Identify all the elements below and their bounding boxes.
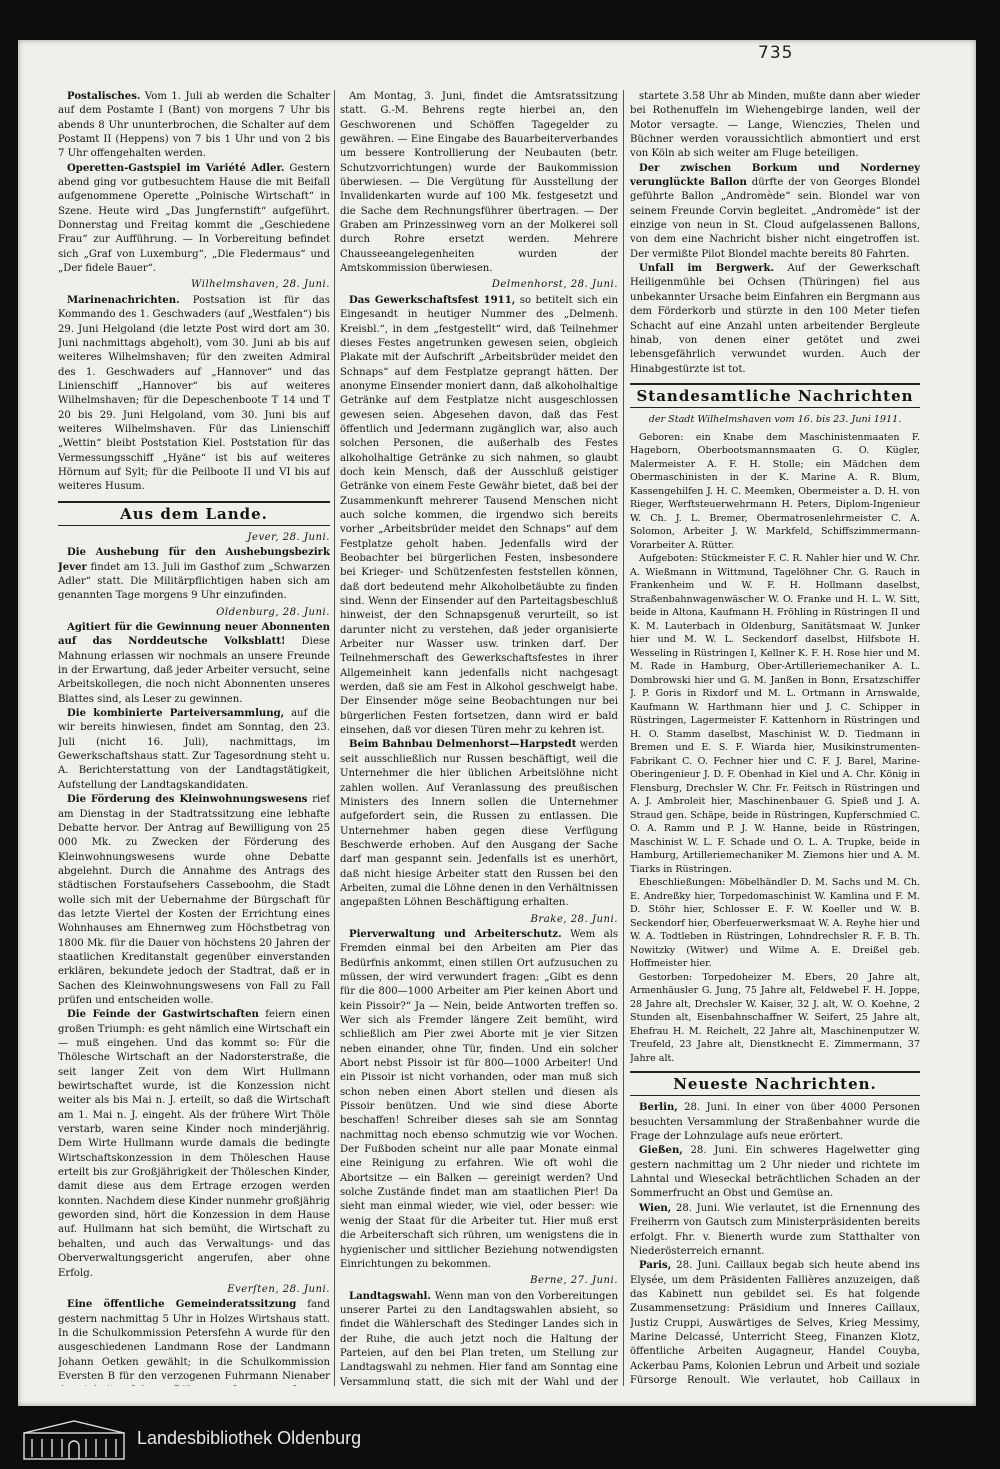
article-rundflug-cont: startete 3.58 Uhr ab Minden, mußte dann aber wieder bei Rothenuffeln im Wiehengebirge landen, weil der Motor versagte. — Lange, Wienczies, Thelen und Büchner werden voraussichtlich abmontiert und erst von Köln ab sich weiter am Fluge beteiligen. xyxy=(630,91,920,160)
news-paris: Paris, 28. Juni. Caillaux begab sich heute abend ins Elysée, um dem Präsidenten Fallières anzuzeigen, daß das Kabinett nun gebildet sei. Es hat folgende Zusammensetzung: Präsidium und Inneres Caillaux, Justiz Cruppi, Auswärtiges de Selves, Krieg Messimy, Marine Delcassé, Unterricht Steeg, Finanzen Klotz, öffentliche Arbeiten Augagneur, Handel Couyba, Ackerbau Pams, Kolonien Lebrun und Arbeit und soziale Fürsorge Renoult. Wie verlautet, hob Caillaux in xyxy=(630,1260,920,1386)
column-1 xyxy=(58,90,330,1386)
footer-bar xyxy=(0,1406,1000,1469)
article-union-festival: Das Gewerkschaftsfest 1911, so betitelt sich ein Eingesandt in heutiger Nummer des „Delmenh. Kreisbl.“, in dem „festgestellt“ wird, daß Teilnehmer dieses Festes angetrunken gewesen seien, obgleich Plakate mit der Aufschrift „Arbeitsbrüder meidet den Schnaps“ auf dem Festplatze geprangt hätten. Der anonyme Einsender moniert dann, daß alkoholhaltige Getränke auf dem Festplatze nicht ausgeschlossen gewesen seien. Abgesehen davon, daß das Fest öffentlich und Jedermann zugänglich war, also auch solchen Personen, die außerhalb des Festes alkoholhaltige Getränke zu sich nahmen, so glaubt doch kein Mensch, daß der Ausschluß geistiger Getränke von einem Feste Gewähr bietet, daß bei der Zusammenkunft mehrerer Tausend Menschen nicht auch solche kommen, die irgendwo sich bereits vorher „Arbeitsbrüder meidet den Schnaps“ auf dem Festplatze geholt haben. Jedenfalls wird der Beobachter bei bürgerlichen Festen, insbesondere bei Krieger- und Schützenfesten feststellen können, daß dort bedeutend mehr Alkoholbetäubte zu finden sind. Wenn der Einsender auf den Parteitagsbeschluß hinweist, der den Schnapsgenuß verurteilt, so ist darunter nicht zu verstehen, daß jeder organisierte Arbeiter nur Wasser usw. trinken darf. Der Teilnehmerschaft des Gewerkschaftsfestes in ihrer Allgemeinheit kann jedenfalls nicht nachgesagt werden, daß sie am Fest in Alkohol geschwelgt habe. Der Einsender möge seine Beobachtungen nur bei bürgerlichen Festen fortsetzen, dann wird er bald einsehen, daß vor diesen Türen mehr zu kehren ist. xyxy=(340,294,618,737)
article-council: Eine öffentliche Gemeinderatssitzung fand gestern nachmittag 5 Uhr in Holzes Wirtshaus statt. In die Schulkommission Petersfehn A wurde für den ausgeschiedenen Landmann Rose der Landmann Johann Oetken gewählt; in die Schulkommission Eversten B für den verzogenen Fuhrmann Nienaber xyxy=(58,1299,330,1382)
dateline: Everſten, 28. Juni. xyxy=(227,1283,330,1295)
marriages-list: Eheschließungen: Möbelhändler D. M. Sachs und M. Ch. E. Andreßky hier, Torpedomaschinist W. Kamlina und F. M. D. Stöhr hier, Schlosser E. F. W. Koeller und W. B. Seckendorf hier, Oberfeuerwerksmaat W. A. Reyhe hier und W. A. Todtleben in Rüstringen, Lohndrechsler R. F. B. Th. Nowitzky (Witwer) und Wilme A. E. Dreißel geb. Hoffmeister hier. xyxy=(630,877,920,970)
dateline: Oldenburg, 28. Juni. xyxy=(216,606,330,618)
article-subscribers: Agitiert für die Gewinnung neuer Abonnenten auf das Norddeutsche Volksblatt! Diese Mahnung erlassen wir nochmals an unsere Freunde in der Erwartung, daß jeder Arbeiter versucht, seine Arbeitskollegen, die noch nicht Abonnenten unseres Blattes sind, als Leser zu gewinnen. xyxy=(58,622,330,705)
article-railway: Beim Bahnbau Delmenhorst—Harpstedt werden seit ausschließlich nur Russen beschäftigt, weil die Unternehmer die hier üblichen Arbeitslöhne nicht zahlen wollen. Auf Veranlassung des preußischen Ministers des Innern sollen die Unternehmer aufgefordert sein, die Russen zu entlassen. Die Unternehmer haben gegen diese Verfügung Beschwerde erhoben. Auf den Ausgang der Sache darf man gespannt sein. Jedenfalls ist es unerhört, daß nicht hiesige Arbeiter statt den Russen bei den Arbeiten, zumal die Löhne denen in den Verhältnissen angepaßten Löhnen Beschäftigung erhalten. xyxy=(340,739,618,909)
library-name: Landesbibliothek Oldenburg xyxy=(137,1428,362,1448)
news-giessen: Gießen, 28. Juni. Ein schweres Hagelwetter ging gestern nachmittag um 2 Uhr nieder und richtete im Lahntal und Wieseckal beträchtlichen Schaden an der Sommerfrucht an Obst und Gemüse an. xyxy=(630,1145,920,1200)
article-operetta: Operetten-Gastspiel im Variété Adler. Gestern abend ging vor gutbesuchtem Hause die mit Beifall aufgenommene Operette „Polnische Wirtschaft“ in Szene. Heute wird „Das Jungfernstift“ aufgeführt. Donnerstag und Freitag kommt die „Geschiedene Frau“ zur Aufführung. — In Vorbereitung befindet sich „Graf von Luxemburg“, „Die Fledermaus“ und „Der fidele Bauer“. xyxy=(58,162,330,275)
column-3 xyxy=(630,90,920,1386)
births-list: Geboren: ein Knabe dem Maschinistenmaaten F. Hageborn, Oberbootsmannsmaaten G. O. Kügler, Malermeister A. F. H. Stolle; ein Mädchen dem Obermaschinisten in der K. Marine A. R. Blum, Kassengehilfen J. H. C. Meemken, Obermeister a. D. H. von Rieger, Werftsteuerwehrmann H. Peters, Diplom-Ingenieur W. Ch. J. L. Bremer, Obermatrosenlehrmeister C. A. Solomon, Arbeiter J. W. Markfeld, Schiffszimmermann-Vorarbeiter A. Rütter. xyxy=(630,431,920,551)
article-amtsrat: Am Montag, 3. Juni, findet die Amtsratssitzung statt. G.-M. Behrens regte hierbei an, den Geschworenen und Schöffen Tagegelder zu gewähren. — Eine Eingabe des Bauarbeiterverbandes um bessere Kontrollierung der Neubauten (betr. Schutzvorrichtungen) wurde der Baukommission überwiesen. — Die Vergütung für Ausstellung der Invalidenkarten wurde auf 100 Mk. festgesetzt und die Sache dem Rechnungsführer übertragen. — Der Graben am Prinzessinweg vorn an der Molkerei soll durch Rohre ersetzt werden. Mehrere Chausseeangelegenheiten wurden der Amtskommission überwiesen. xyxy=(340,91,618,275)
deaths-list: Gestorben: Torpedoheizer M. Ebers, 20 Jahre alt, Armenhäusler G. Jung, 75 Jahre alt, Feldwebel F. H. Joppe, 28 Jahre alt, Drechsler W. Kaiser, 32 J. alt, W. O. Koehne, 2 Stunden alt, Eisenbahnschaffner W. Seifert, 25 Jahre alt, Ehefrau H. M. Reichelt, 22 Jahre alt, Maschinenputzer W. Treufeld, 23 Jahre alt, Dienstknecht E. Zimmermann, 37 Jahre alt. xyxy=(630,971,920,1064)
section-heading: Standesamtliche Nachrichten xyxy=(630,383,920,408)
article-conscription: Die Aushebung für den Aushebungsbezirk Jever findet am 13. Juli im Gasthof zum „Schwarzen Adler“ statt. Die Militärpflichtigen haben sich am genannten Tage morgens 9 Uhr einzufinden. xyxy=(58,547,330,602)
column-2 xyxy=(340,90,618,1386)
news-vienna: Wien, 28. Juni. Wie verlautet, ist die Ernennung des Freiherrn von Gautsch zum Ministerpräsidenten bereits erfolgt. Fhr. v. Bienerth wurde zum Statthalter von Niederösterreich ernannt. xyxy=(630,1202,920,1257)
section-heading: Aus dem Lande. xyxy=(58,501,330,526)
news-berlin: Berlin, 28. Juni. In einer von über 4000 Personen besuchten Versammlung der Straßenbahner wurde die Frage der Lohnzulage aufs neue erörtert. xyxy=(630,1102,920,1143)
article-mine: Unfall im Bergwerk. Auf der Gewerkschaft Heiligenmühle bei Ochsen (Thüringen) fiel aus unbekannter Ursache beim Einfahren ein Bergmann aus dem Förderkorb und stürzte in den 100 Meter tiefen Schacht auf eine Anzahl unten arbeitender Bergleute hinab, von denen einer getötet und zwei lebensgefährlich verwundet wurden. Auch der Hinabgestürzte ist tot. xyxy=(630,263,920,375)
article-taverns: Die Feinde der Gastwirtschaften feiern einen großen Triumph: es geht nämlich eine Wirtschaft ein — muß eingehen. Und das kommt so: Für die Thölesche Wirtschaft an der Nadorsterstraße, die seit langer Zeit von dem Wirt Hullmann bewirtschaftet wurde, ist die Konzession nicht weiter als bis Mai n. J. erteilt, so daß die Wirtschaft am 1. Mai n. J. eingeht. Als der frühere Wirt Thöle verstarb, waren seine Kinder noch minderjährig. Dem Wirte Hullmann wurde damals die bedingte Wirtschaftskonzession in dem Thöleschen Hause erteilt bis zur Großjährigkeit der Thöleschen Kinder, damit diese aus dem Ertrage erzogen werden konnten. Nachdem diese Kinder nunmehr großjährig geworden sind, hört die Konzession in dem Hause auf. Hullmann hat sich bemüht, die Wirtschaft zu behalten, und auch das Verwaltungs- und das Oberverwaltungsgericht angerufen, aber ohne Erfolg. xyxy=(58,1009,330,1279)
column-divider xyxy=(623,90,624,1386)
article-postal: Postalisches. Vom 1. Juli ab werden die Schalter auf dem Postamte I (Bant) von morgens 7 Uhr bis abends 8 Uhr ununterbrochen, die Schalter auf dem Postamt II (Heppens) von 7 bis 1 Uhr und von 2 bis 7 Uhr offengehalten werden. xyxy=(58,91,330,160)
dateline: Brake, 28. Juni. xyxy=(530,913,618,925)
library-building-logo-icon xyxy=(22,1419,126,1461)
section-heading: Neueste Nachrichten. xyxy=(630,1071,920,1096)
section-subheading: der Stadt Wilhelmshaven vom 16. bis 23. Juni 1911. xyxy=(648,414,902,426)
dateline: Jever, 28. Juni. xyxy=(247,531,330,543)
article-pier: Pierverwaltung und Arbeiterschutz. Wem als Fremden einmal bei den Arbeiten am Pier das Bedürfnis ankommt, einen stillen Ort aufzusuchen zu müssen, der wird verwundert fragen: „Gibt es denn für die 800—1000 Arbeiter am Pier keinen Abort und kein Pissoir?“ Ja — Nein, beide Antworten treffen so. Wer sich als Fremder längere Zeit bemüht, wird schließlich am Pier zwei Aborte mit je vier Sitzen neben einander, ohne Tür, finden. Und ein solcher Abort nebst Pissoir ist für 800—1000 Arbeiter! Und ein Pissoir ist nicht vorhanden, oder man muß sich schon neben einen Abort stellen und diesen als Pissoir benützen. Und wie sind diese Aborte beschaffen! Schreiber dieses sah sie am Sonntag nachmittag noch ebenso schmutzig wie vor Wochen. Der Fußboden scheint nur alle paar Monate einmal eine Reinigung zu erfahren. Wie oft wohl die Abortsitze — ein Balken — gereinigt werden? Und solche Zustände findet man am staatlichen Pier! Da sieht man einmal wieder, wie viel, oder besser: wie wenig der Staat für die Arbeiter tut. Hier muß erst die Arbeiterschaft sich rühren, um wenigstens die in hygienischer und sittlicher Beziehung notwendigsten Einrichtungen zu bekommen. xyxy=(340,928,618,1270)
article-election: Landtagswahl. Wenn man von den Vorbereitungen unserer Partei zu den Landtagswahlen absieht, so findet die Wählerschaft des Stedinger Landes sich in der Ruhe, die auch jetzt noch die Haltung der Parteien, auf den bei Plan treten, um Stellung zur Landtagswahl zu nehmen. Hier fand am Sonntag eine Versammlung statt, die sich mit der Wahl und der xyxy=(340,1290,618,1386)
article-balloon: Der zwischen Borkum und Norderney verunglückte Ballon dürfte der von Georges Blondel geführte Ballon „Andromède“ sein. Blondel war von seinem Freunde Corvin begleitet. „Andromède“ ist der einzige von neun in St. Cloud aufgelassenen Ballons, von dem eine Nachricht bisher nicht eingetroffen ist. Der vermißte Pilot Blondel machte bereits 80 Fahrten. xyxy=(630,162,920,260)
article-housing: Die Förderung des Kleinwohnungswesens rief am Dienstag in der Stadtratssitzung eine lebhafte Debatte hervor. Der Antrag auf Bewilligung von 25 000 Mk. zu Zwecken der Förderung des Kleinwohnungswesens wurde ohne Debatte abgelehnt. Durch die Annahme des Antrags des städtischen Forstaufsehers Casseboohm, die Stadt wolle sich mit der Uebernahme der Bürgschaft für das letzte Viertel der Kosten der Errichtung eines Wohnhauses am Ehnernweg zum Höchstbetrag von 1800 Mk. für die Dauer von höchstens 20 Jahren der staatlichen Kreditanstalt gegenüber einverstanden erklären, bekundete jedoch der Stadtrat, daß er in Sachen des Kleinwohnungswesens von Fall zu Fall prüfen und entscheiden wolle. xyxy=(58,794,330,1006)
dateline: Berne, 27. Juni. xyxy=(530,1275,618,1287)
article-navy: Marinenachrichten. Postsation ist für das Kommando des 1. Geschwaders (auf „Westfalen“) bis 29. Juni Helgoland (die letzte Post wird dort am 30. Juni nachmittags abgeholt), vom 30. Juni ab bis auf weiteres Wilhelmshaven; für den zweiten Admiral des 1. Geschwaders auf „Hannover“ und das Linienschiff „Hannover“ bis auf weiteres Wilhelmshaven; für die Depeschenboote T 14 und T 20 bis 29. Juni Helgoland, vom 30. Juni bis auf weiteres Wilhelmshaven. Für das Linienschiff „Wettin“ bleibt Poststation Kiel. Poststation für das Vermessungsschiff „Hyäne“ ist bis auf weiteres Hörnum auf Sylt; für die Peilboote II und VI bis auf weiteres Husum. xyxy=(58,294,330,493)
dateline: Wilhelmshaven, 28. Juni. xyxy=(191,279,330,291)
article-party-meeting: Die kombinierte Parteiversammlung, auf die wir bereits hinwiesen, findet am Sonntag, den 23. Juli (nicht 16. Juli), nachmittags, im Gewerkschaftshaus statt. Zur Tagesordnung steht u. A. Berichterstattung von der Landtagstätigkeit, Aufstellung der Landtagskandidaten. xyxy=(58,708,330,791)
banns-list: Aufgeboten: Stückmeister F. C. R. Nahler hier und W. Chr. A. Wießmann in Wittmund, Tagelöhner Chr. G. Rauch in Frankenheim und W. F. H. Hollmann daselbst, Straßenbahnwagenwäscher W. O. Franke und H. L. W. Sitt, beide in Altona, Kaufmann H. Fröhling in Rüstringen II und K. M. Lauterbach in Oldenburg, Sanitätsmaat W. Junker hier und M. W. L. Seckendorf daselbst, Hilfsbote H. Wesseling in Rüstringen I, Kellner K. F. H. Rose hier und M. M. Rade in Hamburg, Ober-Artilleriemechaniker A. L. Dombrowski hier und G. M. Janßen in Bonn, Ersatzschiffer J. P. Goris in Rixdorf und M. L. Ortmann in Arnswalde, Kaufmann W. Harthmann hier und J. C. Schipper in Rüstringen, Lagermeister F. Kattenhorn in Rüstringen und H. O. Stamm daselbst, Maschinist W. D. Tiedmann in Bremen und E. S. F. Wiarda hier, Musikinstrumenten-Fabrikant C. O. Fechner hier und C. F. J. Barel, Marine-Oberingenieur J. D. F. Obenhad in Kiel und A. Chr. König in Flensburg, Drechsler W. Chr. Fr. Feitsch in Rüstringen und A. J. Ambroleit hier, Maschinenbauer G. Spieß und J. A. Straud gen. Schäpe, beide in Rüstringen, Kupferschmied C. O. A. Ramm und P. J. W. Hanne, beide in Rüstringen, Maschinist W. L. F. Schade und O. L. A. Trupke, beide in Hamburg, Artilleriemechaniker M. Ziemons hier und A. M. Tiarks in Rüstringen. xyxy=(630,553,920,875)
column-divider xyxy=(334,90,335,1386)
page-number: 735 xyxy=(758,43,794,63)
dateline: Delmenhorst, 28. Juni. xyxy=(491,279,618,291)
newspaper-page xyxy=(18,40,976,1406)
